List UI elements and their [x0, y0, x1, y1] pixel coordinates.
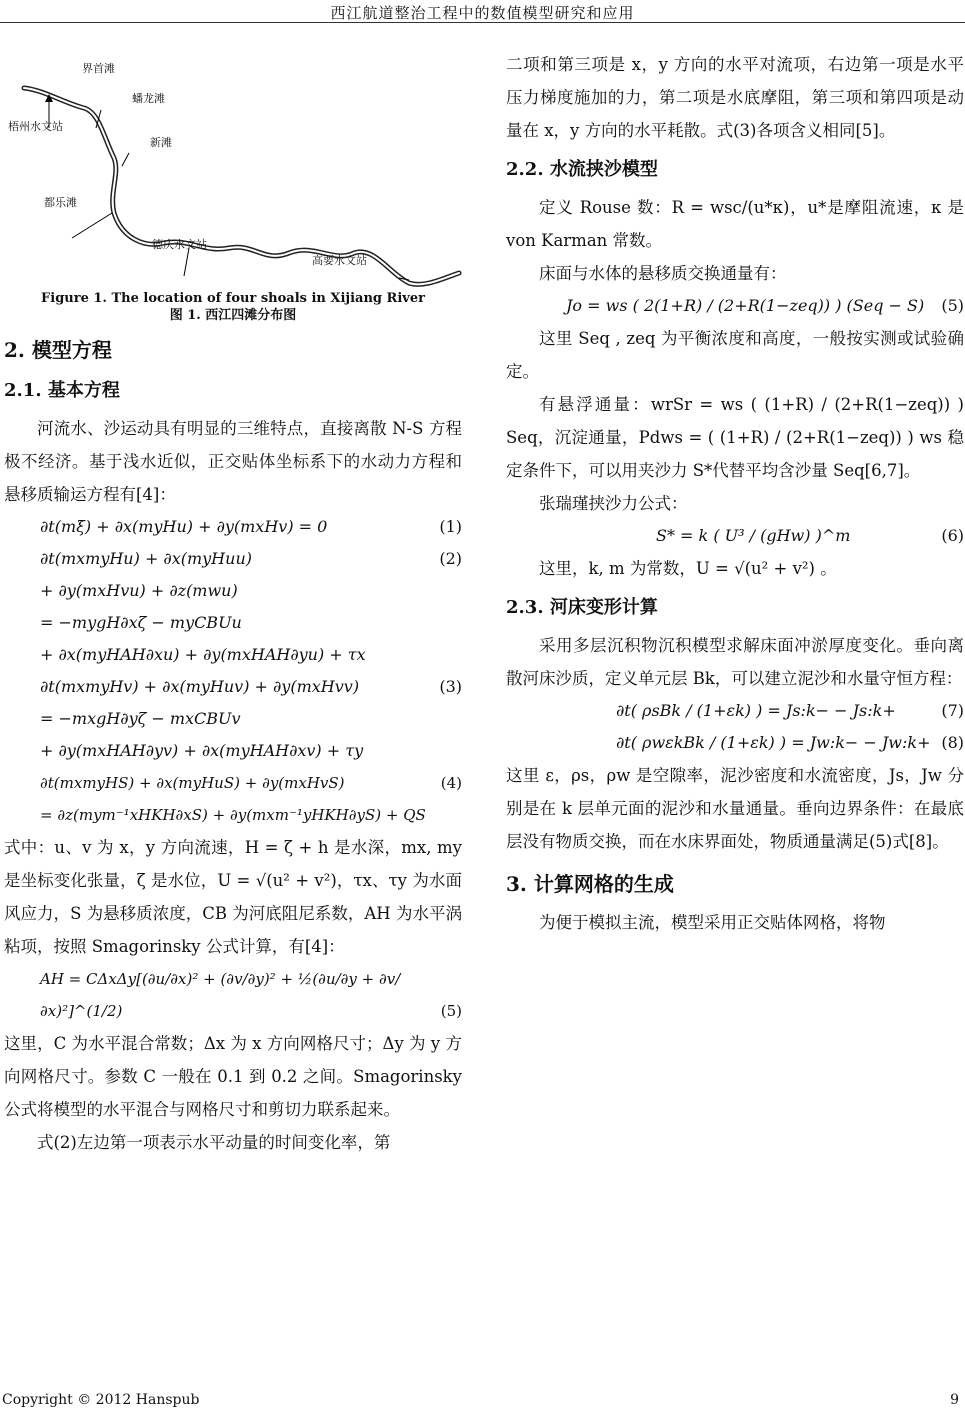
equation-7 — [506, 695, 964, 727]
equation-3 — [4, 671, 462, 767]
paragraph: 这里，C 为水平混合常数；Δx 为 x 方向网格尺寸；Δy 为 y 方向网格尺寸。参数 C 一般在 0.1 到 0.2 之间。Smagorinsky 公式将模型的水平混合与网格尺寸和剪切力联系起来。 — [4, 1034, 462, 1119]
copyright-footer: Copyright © 2012 Hanspub — [2, 1392, 200, 1408]
paragraph: 为便于模拟主流，模型采用正交贴体网格，将物 — [539, 913, 886, 932]
paragraph: 采用多层沉积物沉积模型求解床面冲淤厚度变化。垂向离散河床沙质，定义单元层 Bk，可以建立泥沙和水量守恒方程： — [506, 636, 964, 688]
label-xintan: 新滩 — [150, 136, 172, 149]
equation-number: (1) — [439, 517, 462, 536]
paragraph: 式中：u、v 为 x，y 方向流速，H = ζ + h 是水深，mx, my 是坐标变化张量，ζ 是水位，U = √(u² + v²)，τx、τy 为水面风应力，S 为悬移质浓度，CB 为河底阻尼系数，AH 为水平涡粘项，按照 Smagorinsky 公式计算，有[4]： — [4, 838, 462, 956]
paragraph: 式(2)左边第一项表示水平动量的时间变化率，第 — [37, 1133, 391, 1152]
paragraph: 这里，k, m 为常数，U = √(u² + v²) 。 — [539, 559, 837, 578]
figure-caption-en: Figure 1. The location of four shoals in Xijiang River — [41, 291, 425, 306]
section-heading-3: 3. 计算网格的生成 — [506, 872, 674, 896]
paragraph: 这里 ε，ρs，ρw 是空隙率，泥沙密度和水流密度，Js，Jw 分别是在 k 层单元面的泥沙和水量通量。垂向边界条件：在最底层没有物质交换，而在水床界面处，物质通量满足(5)式[8]。 — [506, 766, 964, 851]
equation-5-left — [4, 963, 462, 1027]
equation-text: ∂t( ρwεkBk / (1+εk) ) = Jw:k− − Jw:k+ — [616, 733, 931, 752]
paragraph: 这里 Seq , zeq 为平衡浓度和高度，一般按实测或试验确定。 — [506, 329, 964, 381]
label-panlong: 蟠龙滩 — [132, 92, 165, 105]
river-map — [4, 48, 462, 288]
section-heading-2: 2. 模型方程 — [4, 338, 112, 362]
equation-number: (7) — [941, 701, 964, 720]
equation-6 — [506, 520, 964, 552]
equation-line: + ∂y(mxHAH∂yv) + ∂x(myHAH∂xv) + τy — [40, 741, 364, 760]
equation-number: (2) — [439, 549, 462, 568]
equation-line: ∂t(mxmyHv) + ∂x(myHuv) + ∂y(mxHvv) — [40, 677, 360, 696]
equation-text: AH = CΔxΔy[(∂u/∂x)² + (∂v/∂y)² + ½(∂u/∂y + ∂v/∂x)²]^(1/2) — [40, 970, 401, 1020]
equation-8 — [506, 727, 964, 759]
equation-line: ∂t(mxmyHS) + ∂x(myHuS) + ∂y(mxHvS) (4) — [40, 767, 462, 799]
label-doule: 都乐滩 — [44, 196, 77, 209]
label-jieshou: 界首滩 — [82, 62, 115, 75]
paragraph: 河流水、沙运动具有明显的三维特点，直接离散 N-S 方程极不经济。基于浅水近似，正交贴体坐标系下的水动力方程和悬移质输运方程有[4]： — [4, 419, 462, 504]
equation-number: (5) — [941, 296, 964, 315]
label-deqing-station: 德庆水文站 — [152, 238, 207, 251]
river-map-figure — [4, 48, 462, 288]
header-rule — [0, 22, 965, 23]
equation-line: = ∂z(mym⁻¹xHKH∂xS) + ∂y(mxm⁻¹yHKH∂yS) + QS — [40, 806, 426, 824]
label-gaoyao-station: 高要水文站 — [312, 254, 367, 267]
paragraph: 二项和第三项是 x，y 方向的水平对流项，右边第一项是水平压力梯度施加的力，第二项是水底摩阻，第三项和第四项是动量在 x，y 方向的水平耗散。式(3)各项含义相同[5]。 — [506, 55, 964, 140]
equation-line: + ∂y(mxHvu) + ∂z(mwu) — [40, 581, 238, 600]
equation-line: = −mxgH∂yζ − mxCBUv (3) — [40, 703, 462, 735]
equation-4 — [4, 767, 462, 831]
paragraph: 张瑞瑾挟沙力公式： — [539, 494, 688, 513]
equation-number: (4) — [440, 774, 462, 792]
equation-number: (5) — [440, 1002, 462, 1020]
label-wuzhou-station: 梧州水文站 — [8, 120, 63, 133]
equation-1 — [4, 511, 462, 543]
equation-number: (6) — [941, 526, 964, 545]
equation-text: S* = k ( U³ / (gHw) )^m — [656, 526, 851, 545]
right-column — [506, 48, 964, 939]
paragraph: 床面与水体的悬移质交换通量有： — [539, 264, 787, 283]
figure-caption-cn: 图 1. 西江四滩分布图 — [169, 308, 297, 323]
equation-line: = −mygH∂xζ − myCBUu (2) — [40, 607, 462, 639]
left-column — [4, 48, 462, 1159]
equation-number: (8) — [941, 733, 964, 752]
equation-text: ∂t(mξ) + ∂x(myHu) + ∂y(mxHv) = 0 — [40, 517, 328, 536]
equation-number: (3) — [439, 677, 462, 696]
page-number: 9 — [950, 1392, 959, 1408]
equation-2 — [4, 543, 462, 671]
subsection-heading-2-1: 2.1. 基本方程 — [4, 380, 120, 401]
equation-line: ∂t(mxmyHu) + ∂x(myHuu) — [40, 549, 252, 568]
equation-5-right — [506, 290, 964, 322]
equation-line: + ∂x(myHAH∂xu) + ∂y(mxHAH∂yu) + τx — [40, 645, 366, 664]
subsection-heading-2-3: 2.3. 河床变形计算 — [506, 597, 658, 618]
paragraph: 定义 Rouse 数：R = wsc/(u*κ)，u*是摩阻流速，κ 是 von Karman 常数。 — [506, 198, 964, 250]
paragraph: 有悬浮通量：wrSr = ws ( (1+R) / (2+R(1−zeq)) ) Seq，沉淀通量，Pdws = ( (1+R) / (2+R(1−zeq)) ) ws 稳定条件下，可以用夹沙力 S*代替平均含沙量 Seq[6,7]。 — [506, 395, 964, 480]
equation-text: ∂t( ρsBk / (1+εk) ) = Js:k− − Js:k+ — [616, 701, 896, 720]
equation-text: Jo = ws ( 2(1+R) / (2+R(1−zeq)) ) (Seq − S) — [566, 296, 925, 315]
running-header: 西江航道整治工程中的数值模型研究和应用 — [330, 4, 635, 22]
subsection-heading-2-2: 2.2. 水流挟沙模型 — [506, 159, 658, 180]
